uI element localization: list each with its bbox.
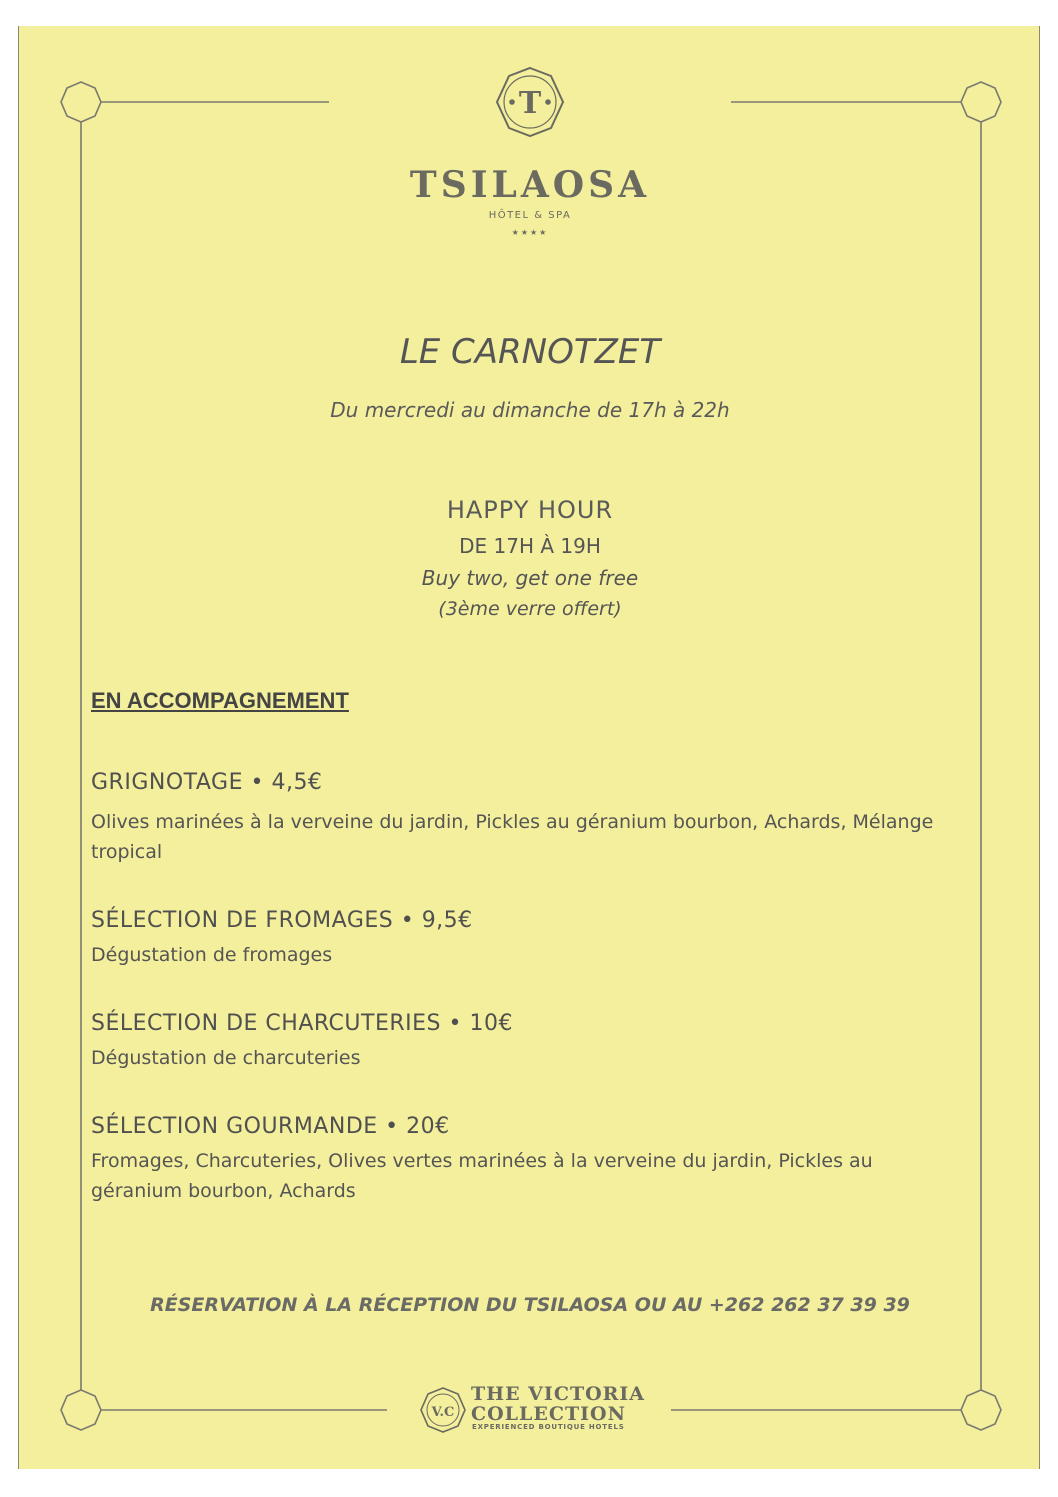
victoria-tagline: EXPERIENCED BOUTIQUE HOTELS bbox=[472, 1423, 625, 1431]
happy-hour-offer: Buy two, get one free bbox=[421, 566, 639, 590]
menu-item-name: SÉLECTION DE CHARCUTERIES • 10€ bbox=[91, 1011, 513, 1036]
corner-ornament-top-right bbox=[961, 82, 1001, 122]
brand-stars: ★★★★ bbox=[511, 228, 549, 237]
menu-item-description: Olives marinées à la verveine du jardin, Pickles au géranium bourbon, Achards, Mélange tropical bbox=[91, 811, 934, 863]
brand-subtitle: HÔTEL & SPA bbox=[488, 210, 572, 221]
menu-item-description: Dégustation de charcuteries bbox=[91, 1047, 361, 1069]
victoria-emblem-letters: V.C bbox=[431, 1405, 455, 1420]
corner-ornaments bbox=[61, 82, 1001, 1430]
menu-item-name: GRIGNOTAGE • 4,5€ bbox=[91, 770, 323, 795]
happy-hour-time: DE 17H À 19H bbox=[459, 534, 601, 558]
opening-hours: Du mercredi au dimanche de 17h à 22h bbox=[330, 398, 730, 422]
corner-ornament-bottom-right bbox=[961, 1390, 1001, 1430]
tsilaosa-emblem-letter: T bbox=[518, 86, 542, 121]
victoria-name-line2: COLLECTION bbox=[471, 1403, 626, 1425]
victoria-name-line1: THE VICTORIA bbox=[471, 1383, 646, 1405]
page-title: LE CARNOTZET bbox=[399, 332, 661, 372]
menu-item-description: Dégustation de fromages bbox=[91, 944, 333, 966]
corner-ornament-bottom-left bbox=[61, 1390, 101, 1430]
brand-name: TSILAOSA bbox=[409, 164, 651, 206]
menu-item-description: Fromages, Charcuteries, Olives vertes marinées à la verveine du jardin, Pickles au géranium bourbon, Achards bbox=[91, 1150, 873, 1202]
menu-item-name: SÉLECTION DE FROMAGES • 9,5€ bbox=[91, 908, 473, 933]
decorative-frame bbox=[19, 26, 1041, 1469]
menu-item-name: SÉLECTION GOURMANDE • 20€ bbox=[91, 1114, 450, 1139]
happy-hour-note: (3ème verre offert) bbox=[438, 598, 622, 620]
menu-page bbox=[18, 26, 1040, 1469]
section-title: EN ACCOMPAGNEMENT bbox=[91, 688, 349, 713]
corner-ornament-top-left bbox=[61, 82, 101, 122]
happy-hour-title: HAPPY HOUR bbox=[446, 496, 614, 524]
reservation-info: RÉSERVATION À LA RÉCEPTION DU TSILAOSA OU AU +262 262 37 39 39 bbox=[150, 1294, 910, 1316]
